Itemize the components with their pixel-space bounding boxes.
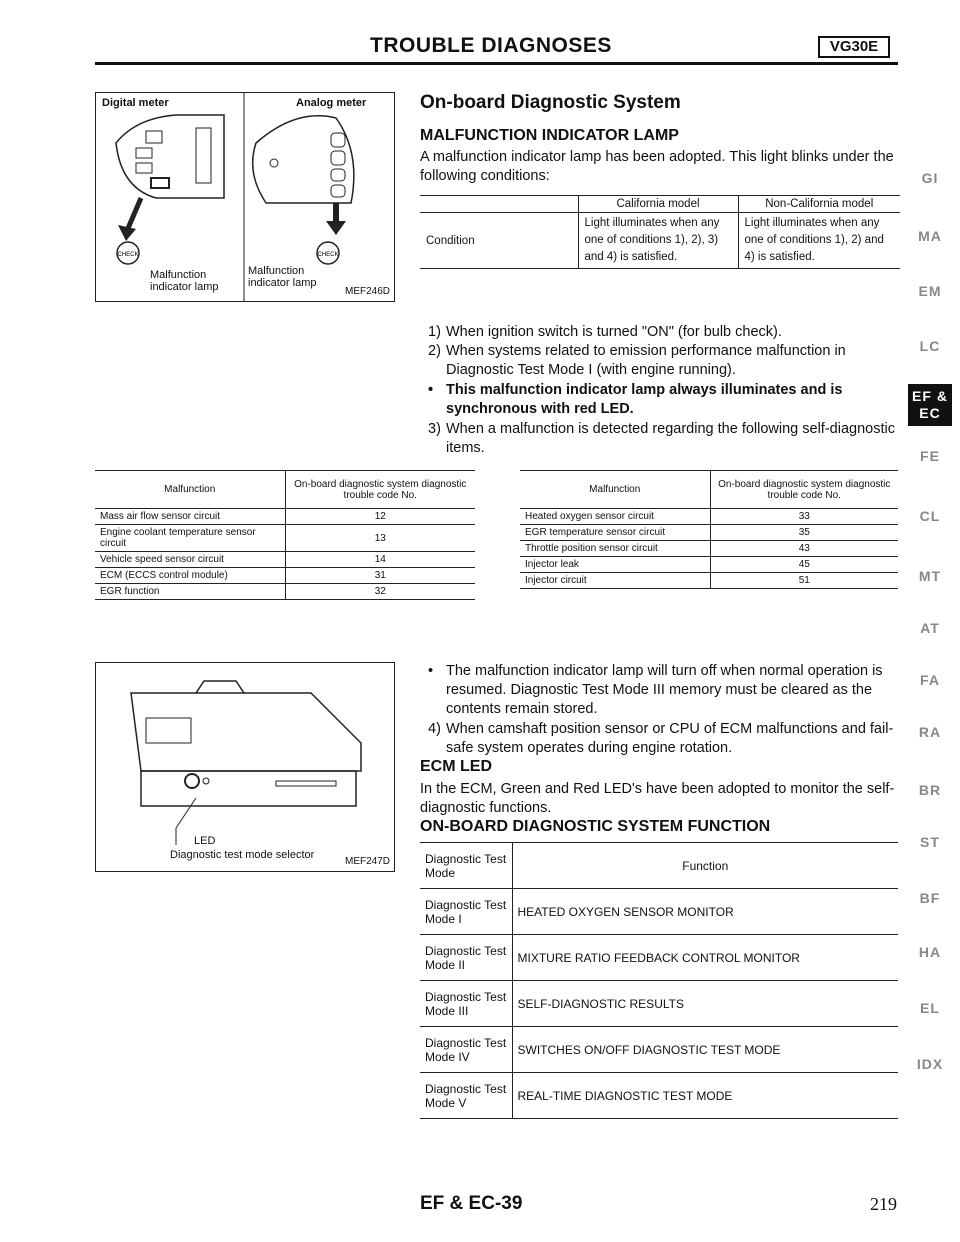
check-lamp-icon-text-2: CHECK: [317, 252, 339, 258]
right-header-malfunction: Malfunction: [589, 484, 641, 495]
page-header-title: TROUBLE DIAGNOSES: [370, 34, 612, 57]
section-tab-at: AT: [920, 620, 940, 636]
cond-row-label: Condition: [426, 234, 475, 247]
led-label: LED: [194, 835, 216, 847]
cond-california-text: Light illuminates when any one of conditions 1), 2), 3) and 4) is satisfied.: [578, 213, 738, 269]
section-tab-gi: GI: [921, 170, 939, 186]
table-row: Injector leak: [525, 559, 579, 570]
right-lamp-caption: Malfunction indicator lamp: [248, 265, 317, 289]
ecm-led-title: ECM LED: [420, 758, 492, 775]
page-number: 219: [870, 1194, 897, 1214]
digital-meter-label: Digital meter: [102, 97, 169, 109]
figure2-code: MEF247D: [344, 856, 390, 867]
table-row: Diagnostic Test Mode IV: [425, 1035, 507, 1064]
section-tab-st: ST: [920, 834, 940, 850]
check-lamp-icon-text: CHECK: [117, 252, 139, 258]
footer-section-label: EF & EC-39: [420, 1193, 523, 1214]
mil-title: MALFUNCTION INDICATOR LAMP: [420, 127, 679, 144]
cond-header-california: California model: [578, 196, 738, 213]
section-tab-mt: MT: [918, 568, 942, 584]
section-tab-el: EL: [920, 1000, 940, 1016]
table-row: Injector circuit: [525, 575, 587, 586]
meter-illustration: [96, 93, 394, 301]
ecm-figure: [95, 662, 395, 872]
right-header-code: On-board diagnostic system diagnostic trouble code No.: [710, 471, 898, 509]
obd-title: On-board Diagnostic System: [420, 92, 681, 113]
left-header-code: On-board diagnostic system diagnostic trouble code No.: [285, 471, 475, 509]
section-tab-fa: FA: [920, 672, 940, 688]
func-header-mode: Diagnostic Test Mode: [425, 851, 507, 880]
table-row: Diagnostic Test Mode III: [425, 989, 507, 1018]
section-tab-fe: FE: [920, 448, 940, 464]
table-row: Heated oxygen sensor circuit: [525, 511, 654, 522]
section-tab-br: BR: [918, 782, 942, 798]
section-tab-ha: HA: [918, 944, 942, 960]
list-item: 4) When camshaft position sensor or CPU of ECM malfunctions and fail-safe system operates during engine rotation.: [428, 721, 894, 756]
condition-table: [420, 195, 900, 269]
meter-figure: [95, 92, 395, 302]
function-title: ON-BOARD DIAGNOSTIC SYSTEM FUNCTION: [420, 818, 771, 835]
analog-meter-label: Analog meter: [296, 97, 367, 109]
cond-header-non-california: Non-California model: [738, 196, 900, 213]
table-row: Vehicle speed sensor circuit: [100, 554, 224, 565]
trouble-code-table-right: Malfunction On-board diagnostic system diagnostic trouble code No. Heated oxygen sensor circuit 33 EGR temperature sensor circuit 35 Throttle position sensor circuit 43 Injector leak 45 Injector circuit 51: [520, 470, 898, 589]
function-table: Diagnostic Test Mode Function Diagnostic Test Mode I HEATED OXYGEN SENSOR MONITOR Diagnostic Test Mode II MIXTURE RATIO FEEDBACK CONTROL MONITOR Diagnostic Test Mode III SELF-DIAGNOSTIC RESULTS Diagnostic Test Mode IV SWITCHES ON/OFF DIAGNOSTIC TEST MODE Diagnostic Test Mode V REAL-TIME DIAGNOSTIC TEST MODE: [420, 842, 898, 1119]
cond-non-california-text: Light illuminates when any one of conditions 1), 2) and 4) is satisfied.: [738, 213, 900, 269]
ecm-led-text: In the ECM, Green and Red LED's have been adopted to monitor the self-diagnostic functions.: [420, 781, 895, 816]
engine-badge: VG30E: [818, 36, 890, 58]
list-item: 1) When ignition switch is turned "ON" (for bulb check).: [428, 324, 782, 340]
header-rule: [95, 62, 898, 65]
section-tab-lc: LC: [919, 338, 941, 354]
section-tab-idx: IDX: [916, 1056, 944, 1072]
selector-label: Diagnostic test mode selector: [170, 849, 315, 861]
section-tab-em: EM: [918, 283, 942, 299]
table-row: EGR function: [100, 586, 160, 597]
table-row: Mass air flow sensor circuit: [100, 511, 221, 522]
func-header-function: Function: [512, 843, 898, 889]
section-tab-ra: RA: [918, 724, 942, 740]
list-item-bullet: • This malfunction indicator lamp always illuminates and is synchronous with red LED.: [428, 382, 843, 417]
figure1-code: MEF246D: [344, 286, 390, 297]
mil-intro: A malfunction indicator lamp has been adopted. This light blinks under the following conditions:: [420, 149, 894, 184]
cond-header-blank: [420, 196, 578, 213]
list-item: 3) When a malfunction is detected regarding the following self-diagnostic items.: [428, 421, 895, 456]
section-tab-ef-ec: EF & EC: [908, 384, 952, 426]
table-row: EGR temperature sensor circuit: [525, 527, 666, 538]
ecm-illustration: [96, 663, 394, 871]
table-row: Diagnostic Test Mode I: [425, 897, 507, 926]
table-row: Diagnostic Test Mode V: [425, 1081, 507, 1110]
table-row: Engine coolant temperature sensor circuit: [100, 527, 256, 549]
table-row: ECM (ECCS control module): [100, 570, 228, 581]
section-tab-ma: MA: [918, 228, 942, 244]
list-item-bullet: • The malfunction indicator lamp will turn off when normal operation is resumed. Diagnostic Test Mode III memory must be cleared as the contents remain stored.: [428, 663, 883, 717]
left-header-malfunction: Malfunction: [164, 484, 216, 495]
list-item: 2) When systems related to emission performance malfunction in Diagnostic Test Mode I (with engine running).: [428, 343, 846, 378]
section-tab-cl: CL: [919, 508, 941, 524]
trouble-code-table-left: Malfunction On-board diagnostic system diagnostic trouble code No. Mass air flow sensor circuit 12 Engine coolant temperature sensor circuit 13 Vehicle speed sensor circuit 14 ECM (ECCS control module) 31 EGR function 32: [95, 470, 475, 600]
table-row: Throttle position sensor circuit: [525, 543, 658, 554]
left-lamp-caption: Malfunction indicator lamp: [150, 269, 219, 293]
table-row: Diagnostic Test Mode II: [425, 943, 507, 972]
section-tab-bf: BF: [919, 890, 941, 906]
